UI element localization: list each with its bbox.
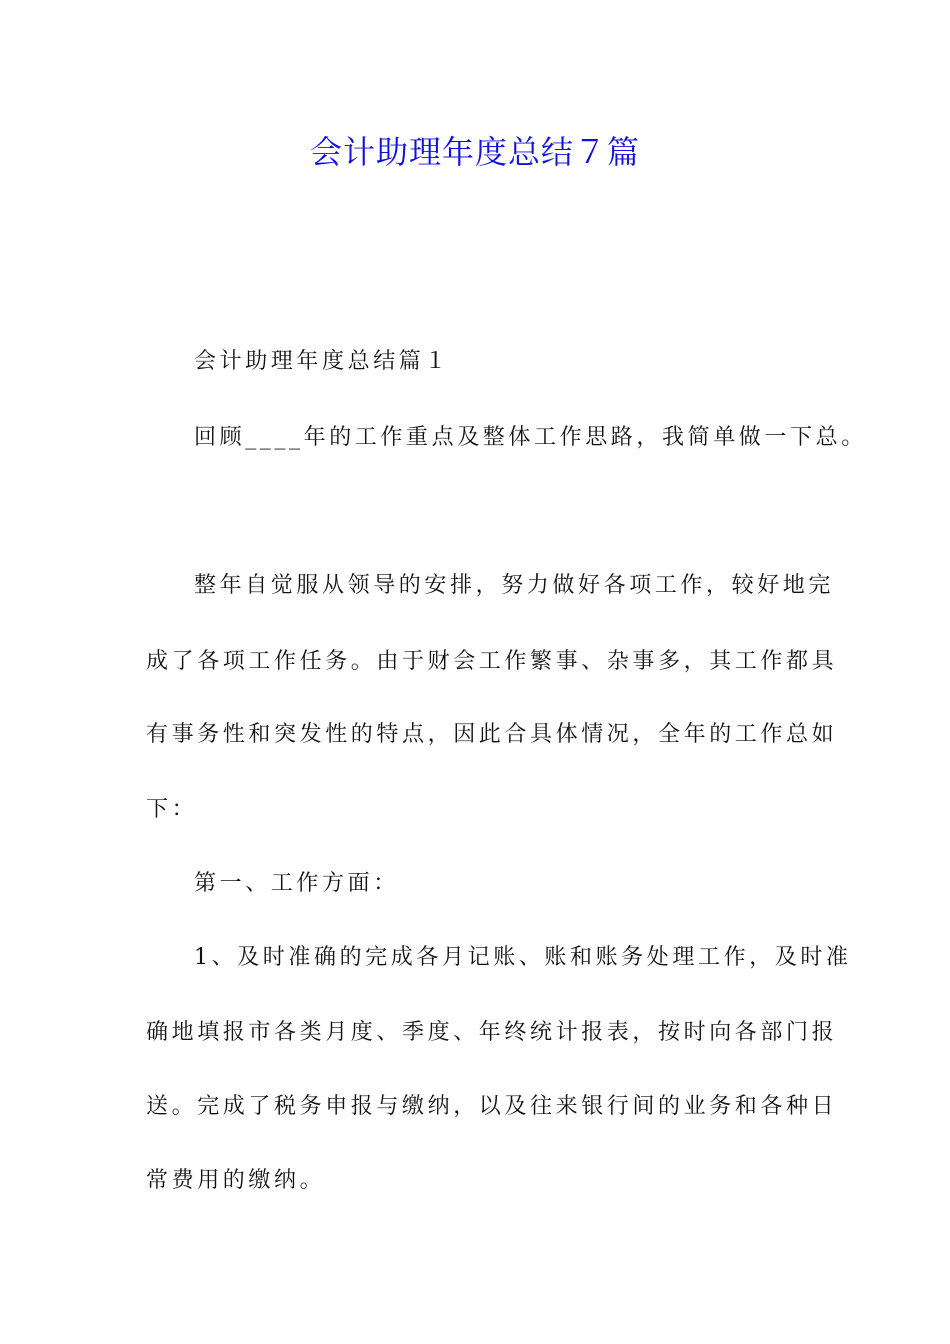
- document-title: 会计助理年度总结７篇: [309, 133, 640, 171]
- paragraph-line: 回顾____年的工作重点及整体工作思路，我简单做一下总。: [194, 425, 867, 450]
- section-heading: 会计助理年度总结篇１: [194, 349, 451, 374]
- paragraph-line: 整年自觉服从领导的安排，努力做好各项工作，较好地完: [194, 573, 835, 598]
- paragraph-line: 1、及时准确的完成各月记账、账和账务处理工作，及时准: [194, 945, 852, 970]
- paragraph-line: 下：: [146, 797, 198, 822]
- paragraph-line: 常费用的缴纳。: [146, 1168, 326, 1193]
- paragraph-line: 有事务性和突发性的特点，因此合具体情况，全年的工作总如: [146, 722, 838, 747]
- paragraph-line: 确地填报市各类月度、季度、年终统计报表，按时向各部门报: [146, 1020, 838, 1045]
- subsection-heading: 第一、工作方面：: [194, 871, 399, 896]
- paragraph-line: 成了各项工作任务。由于财会工作繁事、杂事多，其工作都具: [146, 649, 838, 674]
- paragraph-line: 送。完成了税务申报与缴纳，以及往来银行间的业务和各种日: [146, 1094, 838, 1119]
